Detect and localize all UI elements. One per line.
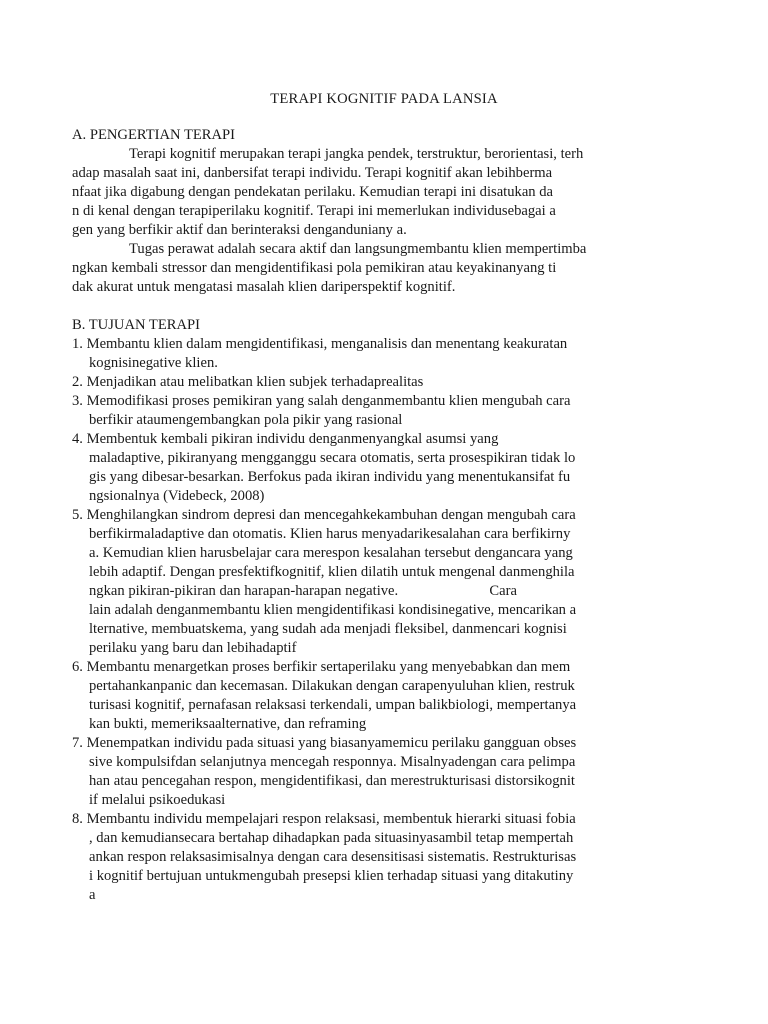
section-a-line: ngkan kembali stressor dan mengidentifikasi pola pemikiran atau keyakinanyang ti bbox=[72, 260, 557, 276]
section-b-line: 8. Membantu individu mempelajari respon relaksasi, membentuk hierarki situasi fobia bbox=[72, 811, 576, 827]
section-b-line: 6. Membantu menargetkan proses berfikir sertaperilaku yang menyebabkan dan mem bbox=[72, 659, 571, 675]
section-b-line: sive kompulsifdan selanjutnya mencegah responnya. Misalnyadengan cara pelimpa bbox=[89, 754, 576, 770]
section-a-line: Terapi kognitif merupakan terapi jangka pendek, terstruktur, berorientasi, terh bbox=[129, 146, 584, 162]
section-b-line: a bbox=[89, 887, 96, 903]
section-b-line: 3. Memodifikasi proses pemikiran yang salah denganmembantu klien mengubah cara bbox=[72, 393, 571, 409]
section-b-line: perilaku yang baru dan lebihadaptif bbox=[89, 640, 297, 656]
section-b-line: if melalui psikoedukasi bbox=[89, 792, 226, 808]
section-b-line: 4. Membentuk kembali pikiran individu denganmenyangkal asumsi yang bbox=[72, 431, 499, 447]
section-b-line: , dan kemudiansecara bertahap dihadapkan pada situasinyasambil tetap mempertah bbox=[89, 830, 574, 846]
section-b-line: pertahankanpanic dan kecemasan. Dilakukan dengan carapenyuluhan klien, restruk bbox=[89, 678, 575, 694]
section-b-line: a. Kemudian klien harusbelajar cara merespon kesalahan tersebut dengancara yang bbox=[89, 545, 573, 561]
section-b-line: turisasi kognitif, pernafasan relaksasi terkendali, umpan balikbiologi, mempertanya bbox=[89, 697, 577, 713]
section-b-line: ankan respon relaksasimisalnya dengan cara desensitisasi sistematis. Restrukturisas bbox=[89, 849, 577, 865]
section-a-line: nfaat jika digabung dengan pendekatan perilaku. Kemudian terapi ini disatukan da bbox=[72, 184, 554, 200]
section-b-line: ngkan pikiran-pikiran dan harapan-harapan negative. Cara bbox=[89, 583, 517, 599]
section-a-line: adap masalah saat ini, danbersifat terapi individu. Terapi kognitif akan lebihberma bbox=[72, 165, 553, 181]
section-b-line: gis yang dibesar-besarkan. Berfokus pada ikiran individu yang menentukansifat fu bbox=[89, 469, 571, 485]
section-b-line: maladaptive, pikiranyang mengganggu secara otomatis, serta prosespikiran tidak lo bbox=[89, 450, 576, 466]
section-b-line: berfikir ataumengembangkan pola pikir yang rasional bbox=[89, 412, 403, 428]
section-b-line: i kognitif bertujuan untukmengubah presepsi klien terhadap situasi yang ditakutiny bbox=[89, 868, 574, 884]
section-b-line: 5. Menghilangkan sindrom depresi dan mencegahkekambuhan dengan mengubah cara bbox=[72, 507, 576, 523]
section-b-line: han atau pencegahan respon, mengidentifikasi, dan merestrukturisasi distorsikognit bbox=[89, 773, 575, 789]
section-a-line: n di kenal dengan terapiperilaku kognitif. Terapi ini memerlukan individusebagai a bbox=[72, 203, 556, 219]
document-title: TERAPI KOGNITIF PADA LANSIA bbox=[270, 91, 498, 107]
section-b-line: lain adalah denganmembantu klien mengidentifikasi kondisinegative, mencarikan a bbox=[89, 602, 577, 618]
section-a-line: Tugas perawat adalah secara aktif dan langsungmembantu klien mempertimba bbox=[129, 241, 587, 257]
section-b-line: lternative, membuatskema, yang sudah ada menjadi fleksibel, danmencari kognisi bbox=[89, 621, 567, 637]
section-a-line: dak akurat untuk mengatasi masalah klien dariperspektif kognitif. bbox=[72, 279, 456, 295]
section-b-line: 2. Menjadikan atau melibatkan klien subjek terhadaprealitas bbox=[72, 374, 424, 390]
section-a-heading: A. PENGERTIAN TERAPI bbox=[72, 127, 236, 143]
section-b-line: berfikirmaladaptive dan otomatis. Klien harus menyadarikesalahan cara berfikirny bbox=[89, 526, 571, 542]
section-b-line: 7. Menempatkan individu pada situasi yang biasanyamemicu perilaku gangguan obses bbox=[72, 735, 577, 751]
section-a-line: gen yang berfikir aktif dan berinteraksi denganduniany a. bbox=[72, 222, 407, 238]
section-b-line: kognisinegative klien. bbox=[89, 355, 218, 371]
section-b-line: lebih adaptif. Dengan presfektifkognitif, klien dilatih untuk mengenal danmenghila bbox=[89, 564, 575, 580]
section-b-heading: B. TUJUAN TERAPI bbox=[72, 317, 200, 333]
section-b-line: kan bukti, memeriksaalternative, dan reframing bbox=[89, 716, 367, 732]
section-b-line: ngsionalnya (Videbeck, 2008) bbox=[89, 488, 265, 504]
section-b-line: 1. Membantu klien dalam mengidentifikasi, menganalisis dan menentang keakuratan bbox=[72, 336, 568, 352]
